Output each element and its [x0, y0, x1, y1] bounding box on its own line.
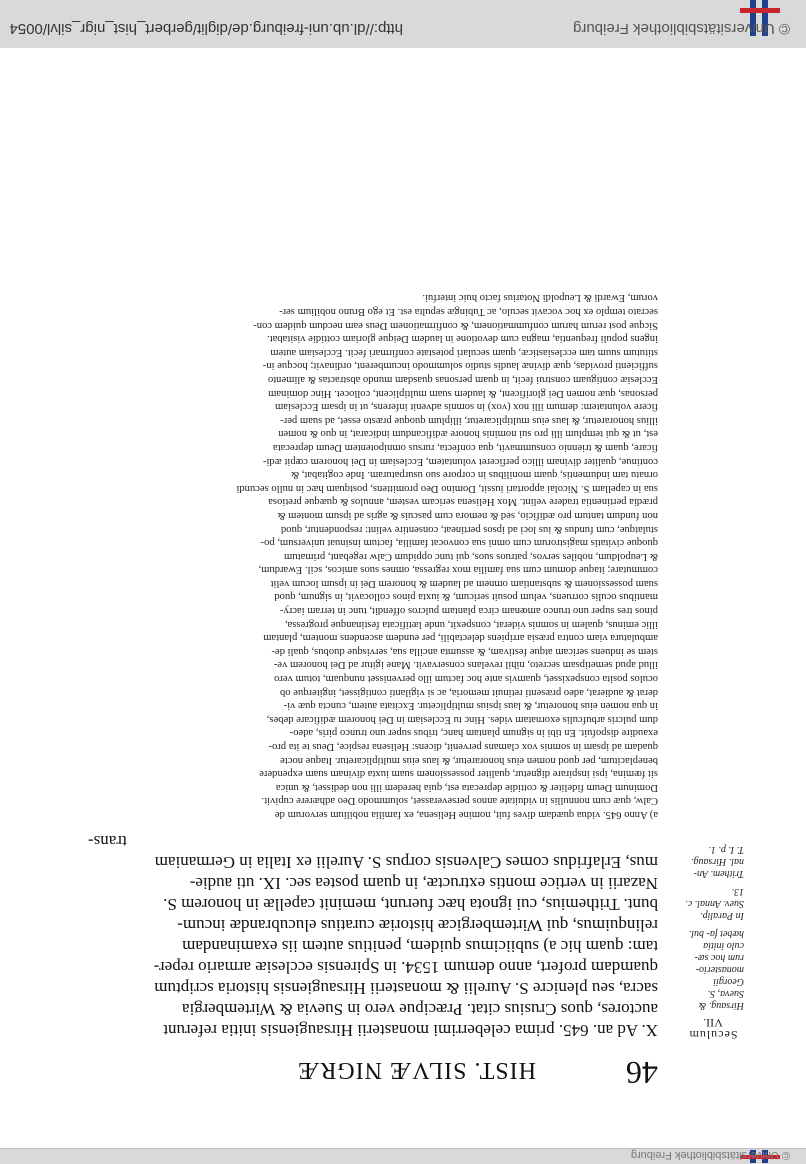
footnote-line: est, ut & qui templum illi pro sui nominis honore ædificandum indicarat, in quo & nomen: [278, 428, 658, 440]
text-line: auctores, quos Crusius citat. Præcipue vero in Suevia & Wirtembergia: [181, 1000, 658, 1019]
footnote-line: ficere voluntatem: demum illi nox (vox) in somnis advenit inferens, ut in ipsam Ecclesiam: [274, 401, 658, 413]
footnote-line: personas, quæ nomen Dei glorificent, & laudem suam multiplicent, collocet. Hinc dominam: [268, 387, 658, 399]
footnote-line: secrato templo ex hoc vocavit seculo, ac Tubingæ sepulta est. Et ego Bruno nobilium ser-: [279, 306, 658, 318]
footnote-line: dum pulcris arbufculis exornatam vides. Hinc tu Ecclesiam in Dei honorem ædificare debes,: [266, 713, 658, 725]
footnote-line: commutare; itaque domum cum sua familia mox regressa, omnes suos amicos, scil. Ewardum,: [258, 564, 658, 576]
footnote-line: ficare, quam & triennio consummavit, qua confecta, rursus omnipotentem Deum deprecata: [272, 441, 658, 453]
margin-seculum-number: VII.: [703, 1016, 723, 1030]
text-line: relinquimus, qui Wirtembergicæ historiæ curatius elucubrandæ incum-: [177, 916, 658, 935]
footnote-line: derat & audierat, adeo præsenti retinuit memoria, ac si vigilanti contigisset, ingiterque ob: [279, 686, 658, 698]
footnote-line: prædia pertinentia tradere velint. Mox Helisena sericam vestem, annulos & quæque pretiosa: [268, 496, 658, 508]
footnote-line: suam possessionem & substantiam omnem ad laudem & honorem Dei in ipsum locum velit: [270, 577, 658, 589]
page-number: 46: [626, 1055, 658, 1091]
footnote-line: illic eminus, qualem in somnis viderat, conspexit, unde lætificata festinanque progressa,: [284, 618, 658, 630]
text-line: trans-: [88, 832, 127, 851]
footnote-line: ambulatura viam contra præsia arripiens delectabili, per eundem ascendens montem, plantam: [263, 632, 658, 644]
copyright-notice: © Universitätsbibliothek Freiburg: [573, 20, 790, 37]
footnote-line: ornatu tam indumentis, quam monilibus in corpore suo usurpaturam. Inde cogitabat, &: [290, 469, 658, 481]
footnote-line: stulatque, cum fundus & ius loci ad ipsos pertineat, consentire velint: respondentur, quod: [280, 523, 658, 535]
text-line: mus, Erlafridus comes Calvensis corpus S. Aurelii ex Italia in Germaniam: [154, 853, 658, 872]
copyright-notice-bottom: © Universitätsbibliothek Freiburg: [630, 1149, 790, 1161]
footnote-line: beneplacitum, per quod nomen eius honoraretur, & laus eius multiplicaretur. Itaque nocte: [280, 754, 658, 766]
footnote-line: quoque civitatis magistrorum cum omni sua convocat familia, factum insinuat universum, po-: [260, 537, 658, 549]
footnote-line: oculos posita conspexisset, quamvis ante hoc factum illo pervenisset nunquam, totum vero: [274, 673, 658, 685]
margin-note: In Paralip. Suev. Annal. c. 13.: [685, 886, 744, 921]
footnote-line: Ecclesiæ contiguam construi fecit, in quam personas quasdam mundo abstractas & alimento: [267, 374, 658, 385]
footnote-line: in qua nomen eius honoretur, & laus ipsius multiplicetur. Excitata autem, cuncta quæ vi-: [283, 700, 658, 712]
footnote-line: ingens populi frequentia, magna cum devotione in laudem Deique gloriam cottidie visitabat.: [267, 333, 658, 345]
footnote-line: stem se induens sericam atque festivam, & assumta ancilla sua, servisque duobus, quali de-: [271, 645, 658, 657]
running-head: HIST. SILVÆ NIGRÆ: [296, 1057, 536, 1083]
margin-note: Trithem. An- nal. Hirsaug. T. I. p. 1.: [690, 844, 744, 879]
footnote-line: quadam ad ipsam in somnis vox clamans pervenit, dicens: Helisena respice, Deus te ita pro-: [268, 741, 658, 753]
footnote-line: & Leupoldum, nobiles servos, patruos suos, qui tunc oppidum Calw regebant, primatum: [284, 550, 658, 562]
margin-seculum: Seculum: [688, 1028, 738, 1042]
main-paragraph: [88, 831, 658, 1041]
footnote-line: illius honoraretur, & laus eius multiplicaretur, illiplum quoque præsto esset, ad suam per-: [280, 414, 658, 426]
footnote-paragraph: [88, 291, 658, 821]
footnote-line: illud apud semetipsam secreto, nihil revelans conservavit. Mane igitur ad Dei honorem ve-: [273, 659, 658, 671]
footnote-line: sua in capellam S. Nicolai apportari iussit, Domino Deo promittens, postquam hæc in nullo secundi: [236, 482, 658, 494]
margin-notes: [682, 837, 744, 1041]
footnote-line: continue, qualiter divinam illico perficeret voluntatem, Ecclesiam in Dei honorem cœpit ædi-: [262, 455, 658, 467]
text-line: bunt. Trithemius, cui ignota hæc fuerunt, meminit capellæ in honorem S.: [163, 895, 658, 914]
text-line: Nazarii in vertice montis extructæ, in quam postea sec. IX. uti audie-: [189, 874, 658, 893]
footnote-line: Sicque post rerum harum confummationem, & confirmationem Deus eam necdum quidem con-: [253, 319, 658, 331]
text-line: X. Ad an. 645. prima celeberrimi monasterii Hirsaugiensis initia referunt: [163, 1021, 658, 1040]
text-line: tam: quam hic a) subiicimus quidem, penitius autem iis examinandam: [182, 937, 658, 956]
footnote-line: Calw, quæ cum nonnullis in viduitate annos perseverasset, solummodo Deo adhærere cupivit.: [261, 795, 658, 807]
margin-note: Hirsaug. & Sueva, S. Georgii monasterio- rum hoc sæ- culo initia hæbet fa- bul.: [688, 928, 744, 1011]
footnote-line: vorum, Ewardi & Leupoldi Notarius facto huic interfui.: [422, 292, 658, 304]
footnote-line: stitutum suum tam ecclesiasticæ, quam seculari potestate confirmari fecit. Ecclesiam autem: [270, 346, 658, 358]
footnote-line: exaudire dispofuit. En tibi in signum plantam hanc, tribus super uno trunco piris, adeo-: [289, 727, 658, 739]
footnote-line: Dominum Deum fideliter & cottidie deprecata est, quia heredem illi non dedisset, & unica: [275, 781, 658, 793]
footnote-line: pinos tres super uno trunco amœnam circa plantam pulcros offendit, tunc in terram iacry-: [279, 605, 658, 617]
text-line: sacra, seu plenicre S. Aurelii & monasterii Hirsaugiensis historia scriptum: [154, 979, 658, 998]
footnote-line: a) Anno 645. vidua quædam dives fuit, nomine Helisena, ex familia nobilium servorum de: [274, 809, 658, 820]
footnote-line: sufficienti providas, quæ divinæ laudis studio solummodo incumberent, ordinavit; hocque in-: [262, 360, 658, 372]
footnote-line: sit fœmina, ipsi inspirare dignetur, qualiter possessionem suam iuxta divinam suam expendere: [259, 768, 658, 780]
footnote-line: non fundum tantum pro ædificio, sed & nemora cum pascuis & agris ad ipsum montem &: [277, 509, 658, 521]
text-line: quamdam profert, anno demum 1534. in Spirensis ecclesiæ armario reper-: [153, 958, 658, 977]
footnote-line: mantibus oculis corruens, velum posuit sericum, & iuxta pinos collocavit, in signum, quod: [274, 591, 658, 603]
document-url[interactable]: http://dl.ub.uni-freiburg.de/diglit/gerbert_hist_nigr_silvl/0054: [9, 20, 403, 37]
